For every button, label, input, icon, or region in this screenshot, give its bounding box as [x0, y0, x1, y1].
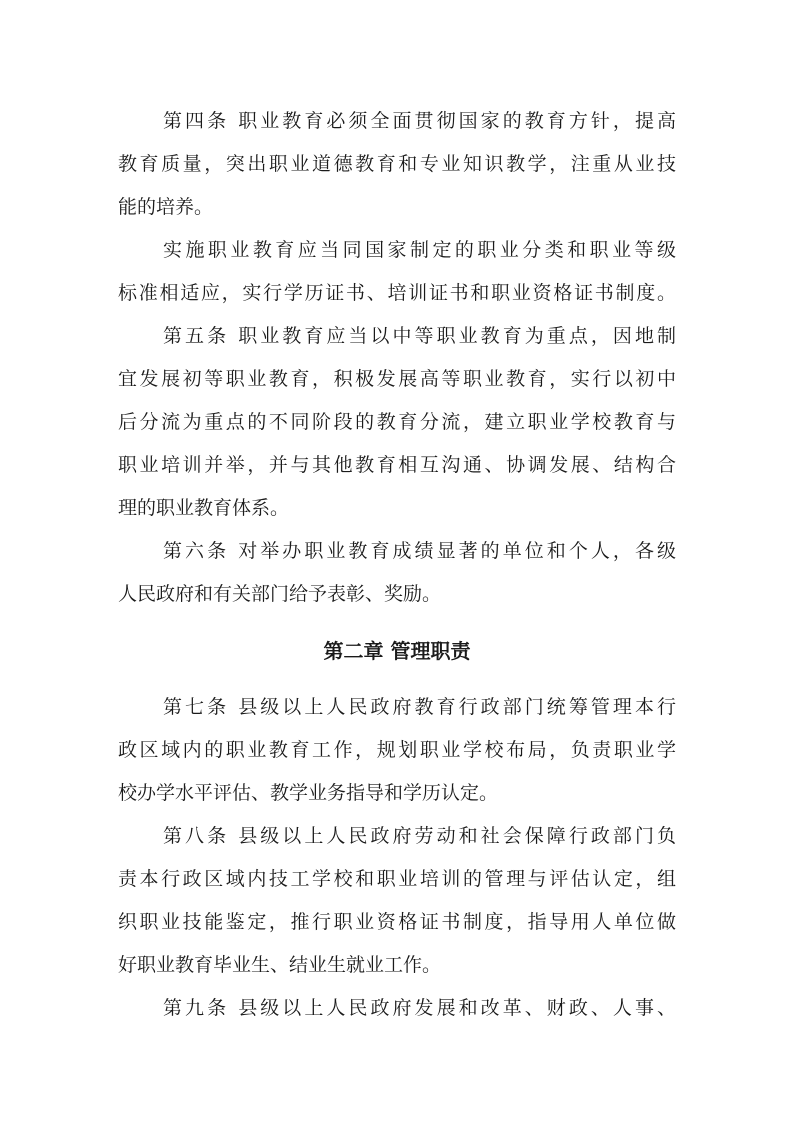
text-line: 能的培养。 [118, 196, 214, 218]
article-7 [118, 686, 676, 815]
text-line: 织职业技能鉴定，推行职业资格证书制度，指导用人单位做 [118, 911, 676, 933]
article-9 [118, 987, 676, 1030]
text-line: 实施职业教育应当同国家制定的职业分类和职业等级 [163, 239, 676, 261]
text-line: 第九条 县级以上人民政府发展和改革、财政、人事、 [163, 997, 676, 1019]
text-line: 后分流为重点的不同阶段的教育分流，建立职业学校教育与 [118, 411, 676, 433]
chapter-title: 第二章 管理职责 [323, 639, 471, 663]
article-4 [118, 100, 676, 229]
text-line: 好职业教育毕业生、结业生就业工作。 [118, 954, 442, 976]
article-5 [118, 315, 676, 530]
text-line: 第七条 县级以上人民政府教育行政部门统筹管理本行 [163, 696, 676, 718]
article-4-paragraph-2 [118, 229, 676, 315]
text-line: 理的职业教育体系。 [118, 497, 290, 519]
text-line: 标准相适应，实行学历证书、培训证书和职业资格证书制度。 [118, 282, 676, 304]
text-line: 宜发展初等职业教育，积极发展高等职业教育，实行以初中 [118, 368, 676, 390]
text-line: 责本行政区域内技工学校和职业培训的管理与评估认定，组 [118, 868, 676, 890]
text-line: 人民政府和有关部门给予表彰、奖励。 [118, 583, 442, 605]
text-line: 校办学水平评估、教学业务指导和学历认定。 [118, 782, 499, 804]
text-line: 教育质量，突出职业道德教育和专业知识教学，注重从业技 [118, 153, 676, 175]
text-line: 政区域内的职业教育工作，规划职业学校布局，负责职业学 [118, 739, 676, 761]
article-6 [118, 530, 676, 616]
article-8 [118, 815, 676, 987]
text-line: 第五条 职业教育应当以中等职业教育为重点，因地制 [163, 325, 676, 347]
text-line: 第八条 县级以上人民政府劳动和社会保障行政部门负 [163, 825, 676, 847]
document-page [118, 100, 676, 1030]
text-line: 职业培训并举，并与其他教育相互沟通、协调发展、结构合 [118, 454, 676, 476]
text-line: 第六条 对举办职业教育成绩显著的单位和个人，各级 [163, 540, 676, 562]
text-line: 第四条 职业教育必须全面贯彻国家的教育方针，提高 [163, 110, 676, 132]
